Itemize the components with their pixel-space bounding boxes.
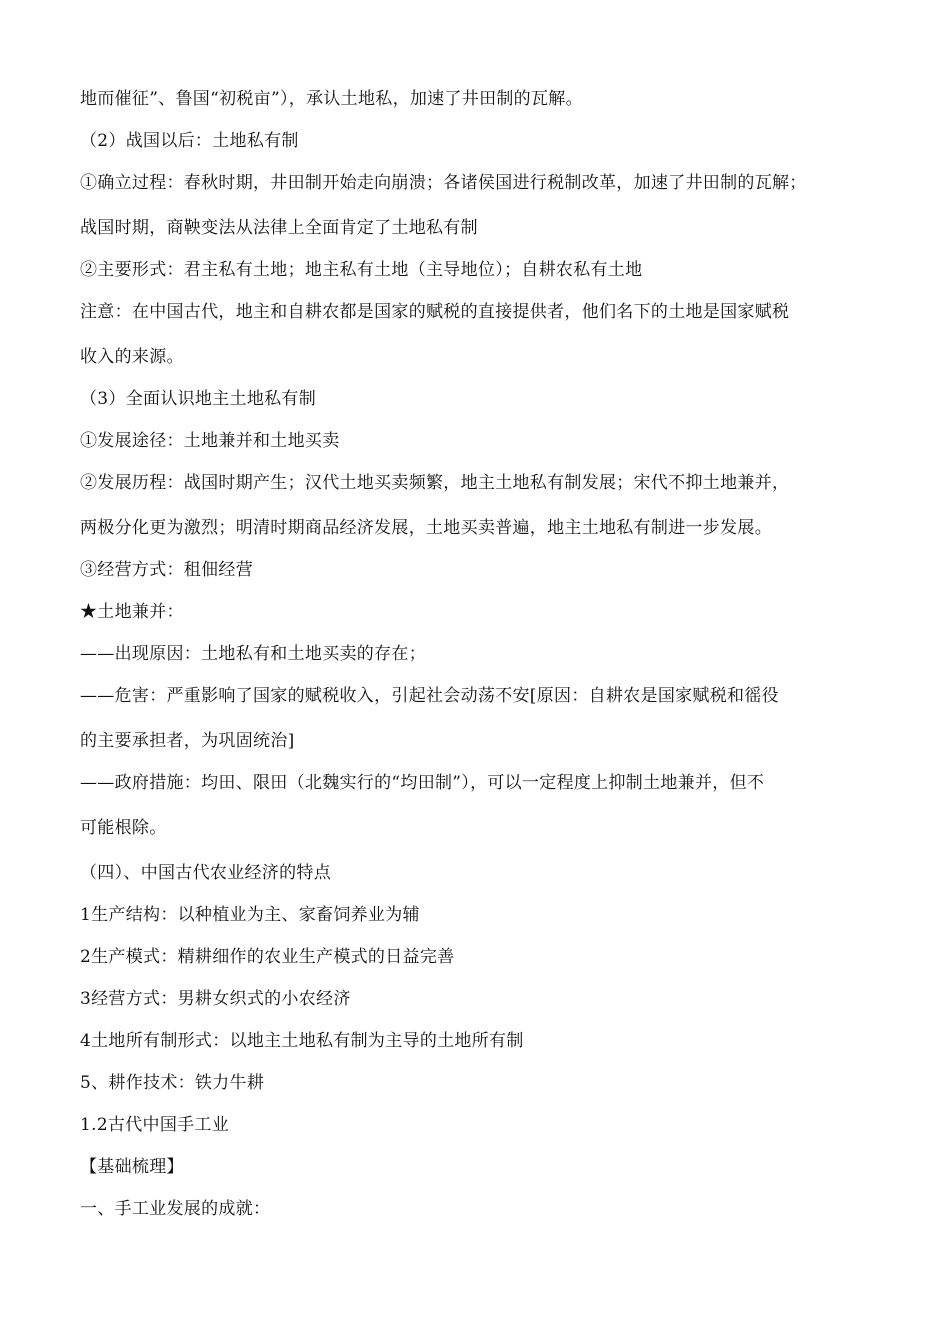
list-item: 4土地所有制形式：以地主土地私有制为主导的土地所有制 [80, 1031, 524, 1051]
section-heading: （2）战国以后：土地私有制 [80, 131, 299, 151]
text-line: ——出现原因：土地私有和土地买卖的存在； [80, 644, 426, 664]
list-item: 2生产模式：精耕细作的农业生产模式的日益完善 [80, 947, 455, 967]
text-line: ——危害：严重影响了国家的赋税收入，引起社会动荡不安[原因：自耕农是国家赋税和徭役 [80, 686, 779, 706]
note-line: 收入的来源。 [80, 347, 184, 367]
text-line: 的主要承担者，为巩固统治] [80, 731, 295, 751]
chapter-heading: 1.2古代中国手工业 [80, 1115, 230, 1135]
text-line: ③经营方式：租佃经营 [80, 560, 253, 580]
list-item: 3经营方式：男耕女织式的小农经济 [80, 989, 351, 1009]
text-line: 战国时期，商鞅变法从法律上全面肯定了土地私有制 [80, 218, 478, 238]
text-line: ②发展历程：战国时期产生；汉代土地买卖频繁，地主土地私有制发展；宋代不抑土地兼并， [80, 473, 790, 493]
text-line: ①发展途径：土地兼并和土地买卖 [80, 431, 340, 451]
section-heading: 【基础梳理】 [80, 1157, 184, 1177]
note-line: 注意：在中国古代，地主和自耕农都是国家的赋税的直接提供者，他们名下的土地是国家赋税 [80, 302, 790, 322]
section-heading: （四）、中国古代农业经济的特点 [80, 863, 331, 883]
text-line: 两极分化更为激烈；明清时期商品经济发展，土地买卖普遍，地主土地私有制进一步发展。 [80, 518, 772, 538]
text-line: ——政府措施：均田、限田（北魏实行的“均田制”），可以一定程度上抑制土地兼并，但不 [80, 773, 765, 793]
text-line: ②主要形式：君主私有土地；地主私有土地（主导地位）；自耕农私有土地 [80, 260, 643, 280]
text-line: 可能根除。 [80, 818, 167, 838]
subheading-line: ★土地兼并： [80, 602, 184, 622]
text-line: ①确立过程：春秋时期，井田制开始走向崩溃；各诸侯国进行税制改革，加速了井田制的瓦解； [80, 173, 807, 193]
section-heading: （3）全面认识地主土地私有制 [80, 389, 317, 409]
section-heading: 一、手工业发展的成就： [80, 1199, 271, 1219]
list-item: 5、耕作技术：铁力牛耕 [80, 1073, 265, 1093]
list-item: 1生产结构：以种植业为主、家畜饲养业为辅 [80, 905, 420, 925]
text-line: 地而催征”、鲁国“初税亩”），承认土地私，加速了井田制的瓦解。 [80, 89, 583, 109]
